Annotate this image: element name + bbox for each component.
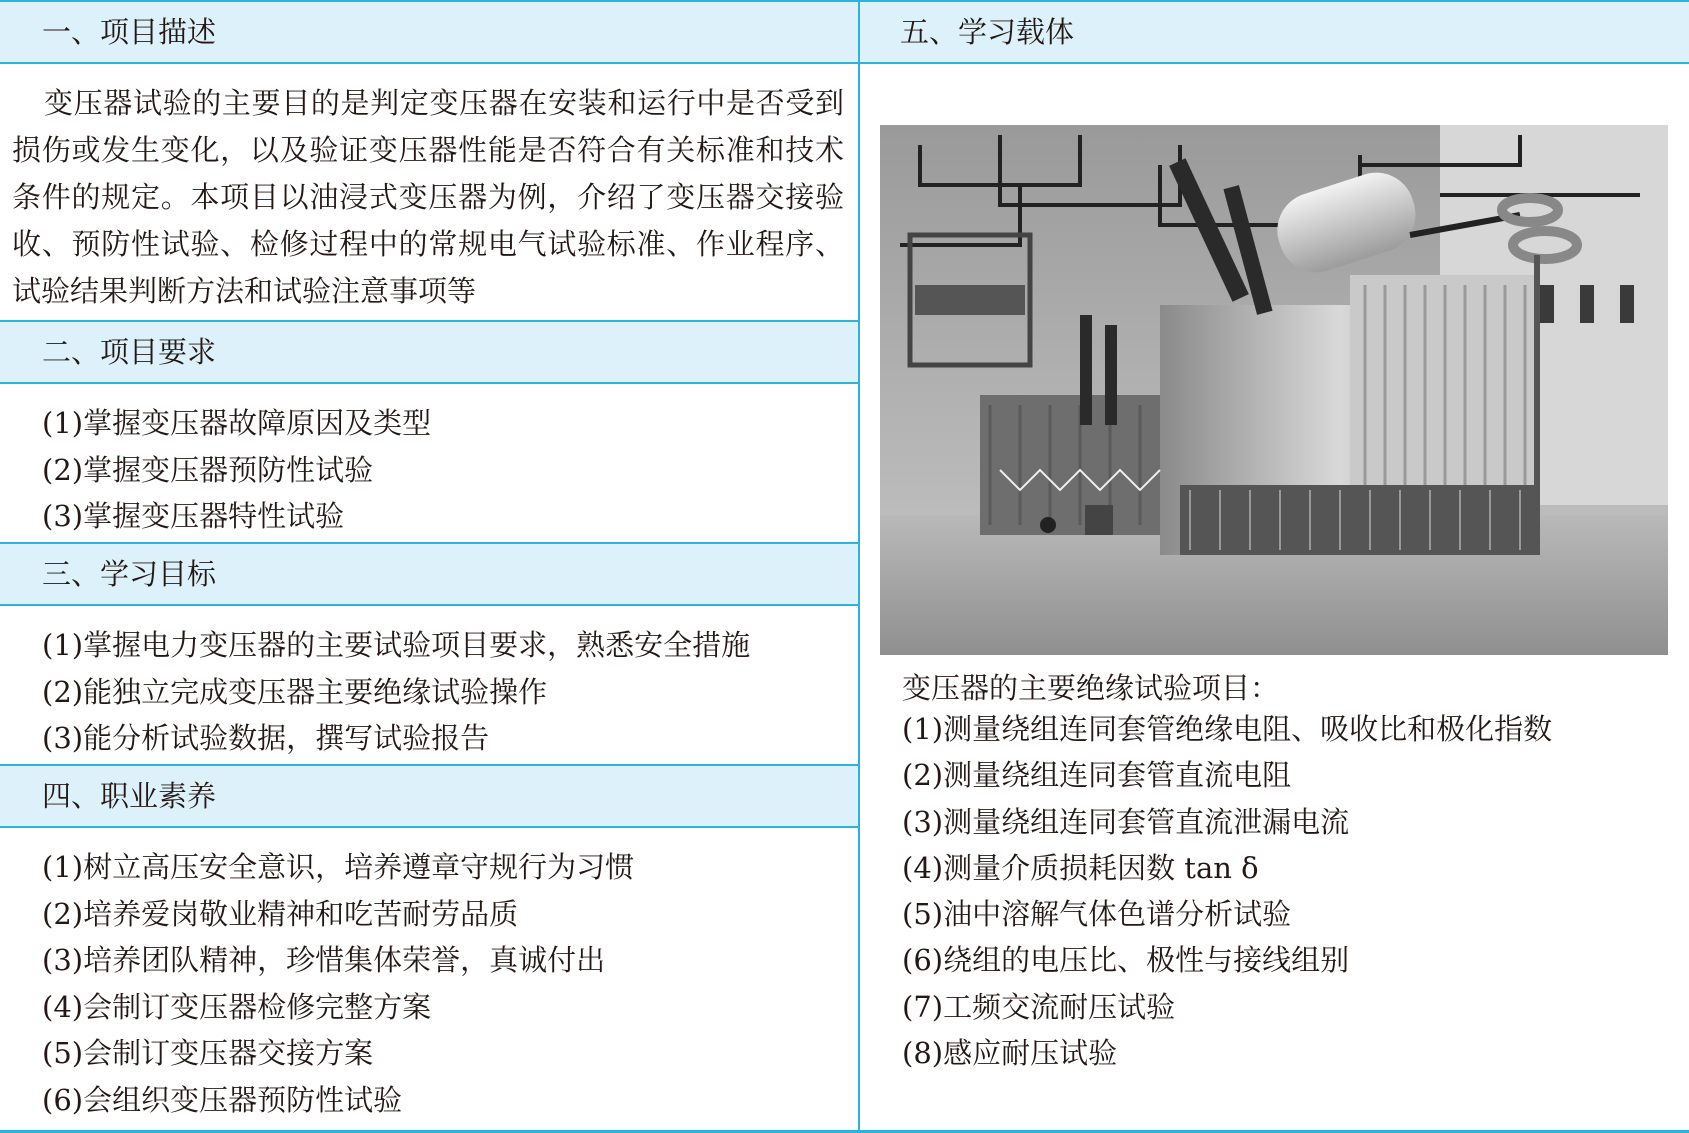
section-header-project-description [0, 2, 858, 64]
insulation-tests-list [860, 700, 1552, 1076]
list-item: (1)掌握电力变压器的主要试验项目要求，熟悉安全措施 [42, 628, 751, 662]
list-item: (4)会制订变压器检修完整方案 [42, 989, 432, 1024]
list-item: (3)培养团队精神，珍惜集体荣誉，真诚付出 [42, 943, 606, 977]
requirements-list [0, 384, 858, 540]
description-paragraph: 变压器试验的主要目的是判定变压器在安装和运行中是否受到损伤或发生变化，以及验证变压器性能是否符合有关标准和技术条件的规定。本项目以油浸式变压器为例，介绍了变压器交接验收、预防性试验、检修过程中的常规电气试验标准、作业程序、试验结果判断方法和试验注意事项等 [12, 86, 844, 308]
section-title: 三、学习目标 [42, 557, 217, 591]
list-item: (1)树立高压安全意识，培养遵章守规行为习惯 [42, 850, 635, 884]
section-title: 五、学习载体 [900, 15, 1075, 49]
section-title: 一、项目描述 [42, 15, 217, 49]
list-item: (2)培养爱岗敬业精神和吃苦耐劳品质 [42, 896, 519, 931]
list-item: (2)掌握变压器预防性试验 [42, 452, 374, 487]
list-item: (3)能分析试验数据，撰写试验报告 [42, 721, 490, 755]
section-header-learning-carrier [860, 2, 1689, 64]
section-body-project-requirements [0, 384, 858, 542]
list-item: (3)测量绕组连同套管直流泄漏电流 [902, 804, 1350, 839]
list-item: (6)绕组的电压比、极性与接线组别 [902, 943, 1350, 978]
list-item: (8)感应耐压试验 [902, 1036, 1118, 1071]
section-header-project-requirements [0, 320, 858, 384]
right-column [860, 0, 1689, 1130]
section-body-learning-goals [0, 606, 858, 764]
list-item: (5)油中溶解气体色谱分析试验 [902, 897, 1292, 932]
list-item: (6)会组织变压器预防性试验 [42, 1082, 403, 1117]
quality-list [0, 828, 858, 1123]
section-body-project-description [0, 64, 858, 320]
transformer-photo [880, 125, 1668, 655]
list-item: (3)掌握变压器特性试验 [42, 499, 345, 533]
goals-list [0, 606, 858, 762]
list-item: (1)掌握变压器故障原因及类型 [42, 406, 432, 440]
section-header-professional-quality [0, 764, 858, 828]
section-header-learning-goals [0, 542, 858, 606]
list-item: (1)测量绕组连同套管绝缘电阻、吸收比和极化指数 [902, 712, 1553, 746]
list-item: (2)能独立完成变压器主要绝缘试验操作 [42, 674, 548, 709]
section-title: 四、职业素养 [42, 779, 217, 813]
list-item: (7)工频交流耐压试验 [902, 989, 1176, 1024]
list-item: (5)会制订变压器交接方案 [42, 1036, 374, 1070]
caption: 变压器的主要绝缘试验项目： [902, 671, 1280, 705]
section-title: 二、项目要求 [42, 335, 217, 369]
list-item: (2)测量绕组连同套管直流电阻 [902, 758, 1292, 793]
list-item: (4)测量介质损耗因数 tan δ [902, 850, 1259, 885]
section-body-professional-quality [0, 828, 858, 1128]
